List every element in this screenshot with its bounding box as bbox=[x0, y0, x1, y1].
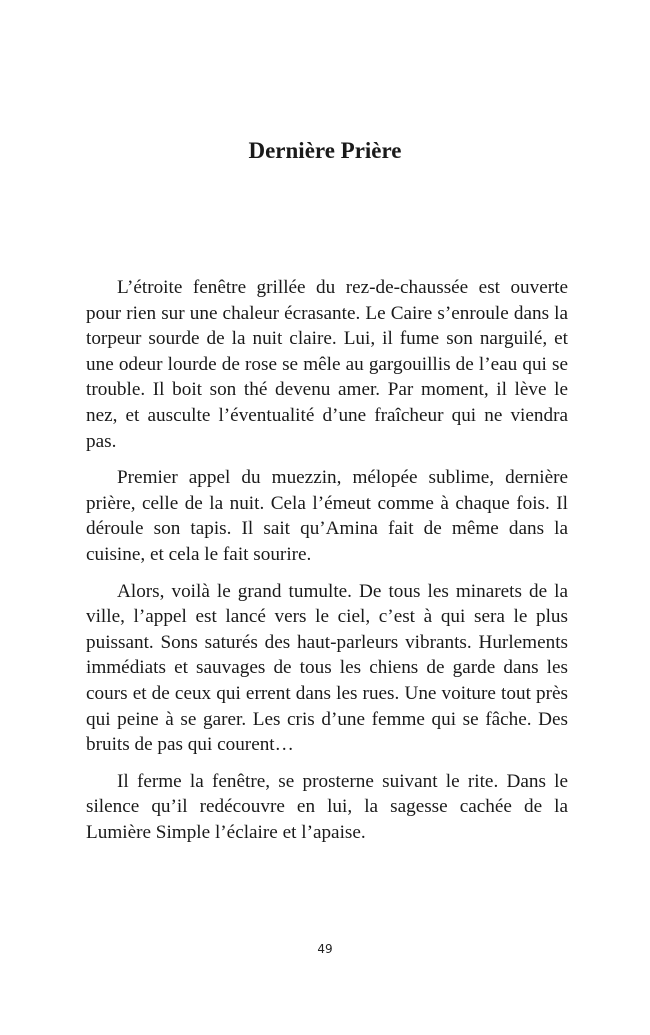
paragraph-1: L’étroite fenêtre grillée du rez-de-chaussée est ouverte pour rien sur une chaleur écrasante. Le Caire s’enroule dans la torpeur sourde de la nuit claire. Lui, il fume son narguilé, et une odeur lourde de rose se mêle au gargouillis de l’eau qui se trouble. Il boit son thé devenu amer. Par moment, il lève le nez, et ausculte l’éventualité d’une fraîcheur qui ne viendra pas. bbox=[86, 277, 568, 452]
paragraph-3: Alors, voilà le grand tumulte. De tous les minarets de la ville, l’appel est lancé vers le ciel, c’est à qui sera le plus puissant. Sons saturés des haut-parleurs vibrants. Hurlements immédiats et sauvages de tous les chiens de garde dans les cours et de ceux qui errent dans les rues. Une voiture tout près qui peine à se garer. Les cris d’une femme qui se fâche. Des bruits de pas qui courent… bbox=[86, 580, 568, 756]
paragraph-4: Il ferme la fenêtre, se prosterne suivant le rite. Dans le silence qu’il redécouvre en lui, la sagesse cachée de la Lumière Simple l’éclaire et l’apaise. bbox=[86, 770, 568, 843]
page-number: 49 bbox=[317, 942, 333, 956]
chapter-body bbox=[86, 275, 568, 856]
paragraph-2: Premier appel du muezzin, mélopée sublime, dernière prière, celle de la nuit. Cela l’émeut comme à chaque fois. Il déroule son tapis. Il sait qu’Amina fait de même dans la cuisine, et cela le fait sourire. bbox=[86, 467, 568, 565]
chapter-title: Dernière Prière bbox=[248, 138, 402, 163]
